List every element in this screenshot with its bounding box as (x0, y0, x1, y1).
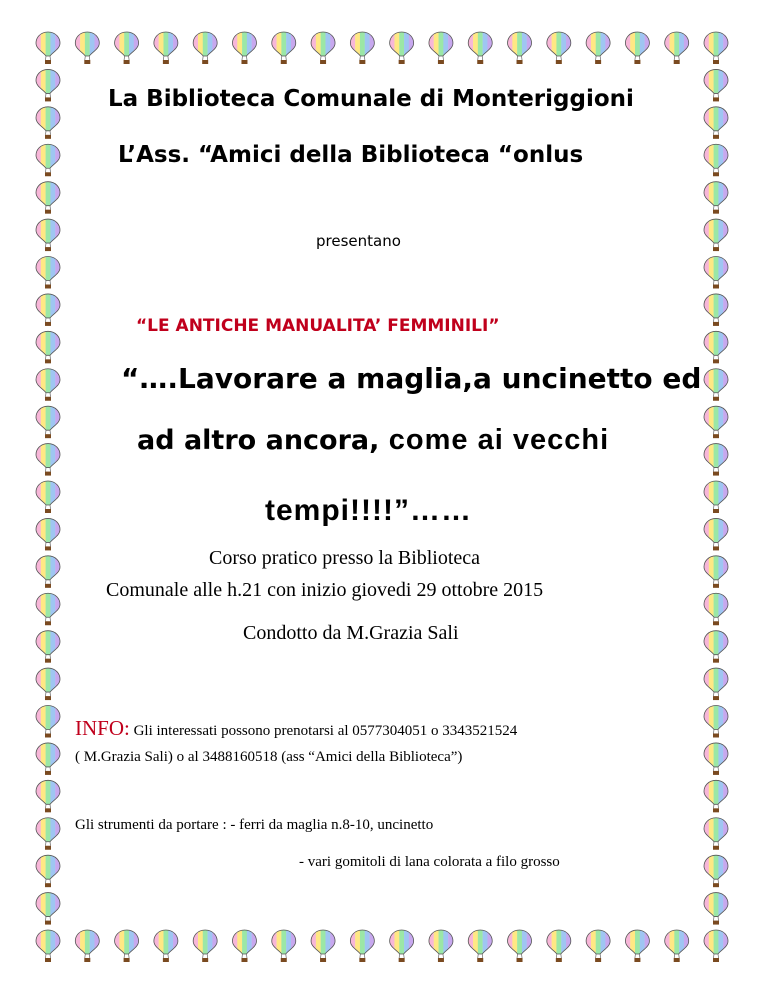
hot-air-balloon-icon (36, 667, 60, 700)
hot-air-balloon-icon (704, 181, 728, 214)
hot-air-balloon-icon (704, 667, 728, 700)
library-name: La Biblioteca Comunale di Monteriggioni (108, 86, 634, 112)
hot-air-balloon-icon (115, 929, 139, 962)
headline-line-2a: ad altro ancora, (137, 425, 389, 456)
hot-air-balloon-icon (36, 31, 60, 64)
hot-air-balloon-icon (193, 929, 217, 962)
hot-air-balloon-icon (508, 929, 532, 962)
presents-text: presentano (316, 232, 401, 250)
hot-air-balloon-icon (586, 929, 610, 962)
hot-air-balloon-icon (75, 929, 99, 962)
hot-air-balloon-icon (36, 555, 60, 588)
course-line-1: Corso pratico presso la Biblioteca (209, 547, 481, 569)
hot-air-balloon-icon (36, 817, 60, 850)
association-name: L’Ass. “Amici della Biblioteca “onlus (118, 142, 584, 168)
hot-air-balloon-icon (193, 31, 217, 64)
hot-air-balloon-icon (36, 592, 60, 625)
hot-air-balloon-icon (704, 368, 728, 401)
hot-air-balloon-icon (36, 630, 60, 663)
hot-air-balloon-icon (704, 630, 728, 663)
tools-line-2: - vari gomitoli di lana colorata a filo grosso (299, 854, 560, 870)
hot-air-balloon-icon (704, 31, 728, 64)
hot-air-balloon-icon (704, 517, 728, 550)
hot-air-balloon-icon (704, 854, 728, 887)
hot-air-balloon-icon (508, 31, 532, 64)
hot-air-balloon-icon (704, 293, 728, 326)
hot-air-balloon-icon (390, 929, 414, 962)
hot-air-balloon-icon (36, 480, 60, 513)
hot-air-balloon-icon (468, 929, 492, 962)
hot-air-balloon-icon (36, 779, 60, 812)
hot-air-balloon-icon (704, 892, 728, 925)
hot-air-balloon-icon (232, 929, 256, 962)
hot-air-balloon-icon (665, 31, 689, 64)
hot-air-balloon-icon (625, 929, 649, 962)
hot-air-balloon-icon (665, 929, 689, 962)
hot-air-balloon-icon (704, 480, 728, 513)
hot-air-balloon-icon (232, 31, 256, 64)
hot-air-balloon-icon (272, 929, 296, 962)
info-line-1 (75, 716, 517, 741)
hot-air-balloon-icon (429, 929, 453, 962)
hot-air-balloon-icon (311, 929, 335, 962)
hot-air-balloon-icon (115, 31, 139, 64)
hot-air-balloon-icon (704, 817, 728, 850)
hot-air-balloon-icon (36, 517, 60, 550)
hot-air-balloon-icon (704, 68, 728, 101)
hot-air-balloon-icon (704, 256, 728, 289)
hot-air-balloon-icon (586, 31, 610, 64)
hot-air-balloon-icon (704, 929, 728, 962)
hot-air-balloon-icon (154, 929, 178, 962)
hot-air-balloon-icon (311, 31, 335, 64)
hot-air-balloon-icon (704, 742, 728, 775)
hot-air-balloon-icon (704, 705, 728, 738)
hot-air-balloon-icon (36, 368, 60, 401)
hot-air-balloon-icon (36, 892, 60, 925)
hot-air-balloon-icon (36, 330, 60, 363)
hot-air-balloon-icon (429, 31, 453, 64)
hot-air-balloon-icon (36, 854, 60, 887)
hot-air-balloon-icon (272, 31, 296, 64)
course-line-2: Comunale alle h.21 con inizio giovedi 29 ottobre 2015 (106, 579, 544, 601)
hot-air-balloon-icon (704, 405, 728, 438)
hot-air-balloon-icon (547, 31, 571, 64)
hot-air-balloon-icon (625, 31, 649, 64)
hot-air-balloon-icon (36, 143, 60, 176)
hot-air-balloon-icon (36, 742, 60, 775)
hot-air-balloon-icon (704, 592, 728, 625)
info-text-1: Gli interessati possono prenotarsi al 0577304051 o 3343521524 (129, 723, 518, 739)
hot-air-balloon-icon (350, 31, 374, 64)
hot-air-balloon-icon (36, 705, 60, 738)
headline-line-3: tempi!!!!”…… (265, 494, 472, 527)
hot-air-balloon-icon (36, 405, 60, 438)
hot-air-balloon-icon (36, 181, 60, 214)
hot-air-balloon-icon (547, 929, 571, 962)
headline-line-2 (137, 424, 609, 457)
tools-line-1: Gli strumenti da portare : - ferri da maglia n.8-10, uncinetto (75, 817, 434, 833)
hot-air-balloon-icon (704, 143, 728, 176)
hot-air-balloon-icon (75, 31, 99, 64)
hot-air-balloon-icon (36, 443, 60, 476)
headline-line-2b: come ai vecchi (388, 424, 610, 456)
hot-air-balloon-icon (36, 256, 60, 289)
conductor-text: Condotto da M.Grazia Sali (243, 622, 459, 644)
hot-air-balloon-icon (36, 68, 60, 101)
hot-air-balloon-icon (36, 106, 60, 139)
hot-air-balloon-icon (704, 555, 728, 588)
hot-air-balloon-icon (36, 293, 60, 326)
hot-air-balloon-icon (704, 443, 728, 476)
hot-air-balloon-icon (468, 31, 492, 64)
hot-air-balloon-icon (704, 779, 728, 812)
info-label: INFO: (75, 716, 130, 740)
hot-air-balloon-icon (154, 31, 178, 64)
hot-air-balloon-icon (704, 106, 728, 139)
event-subtitle: “LE ANTICHE MANUALITA’ FEMMINILI” (136, 316, 500, 336)
hot-air-balloon-icon (390, 31, 414, 64)
info-line-2: ( M.Grazia Sali) o al 3488160518 (ass “Amici della Biblioteca”) (75, 749, 463, 765)
hot-air-balloon-icon (350, 929, 374, 962)
hot-air-balloon-icon (36, 929, 60, 962)
hot-air-balloon-icon (704, 330, 728, 363)
hot-air-balloon-icon (704, 218, 728, 251)
hot-air-balloon-icon (36, 218, 60, 251)
headline-line-1: “….Lavorare a maglia,a uncinetto ed (121, 362, 702, 395)
